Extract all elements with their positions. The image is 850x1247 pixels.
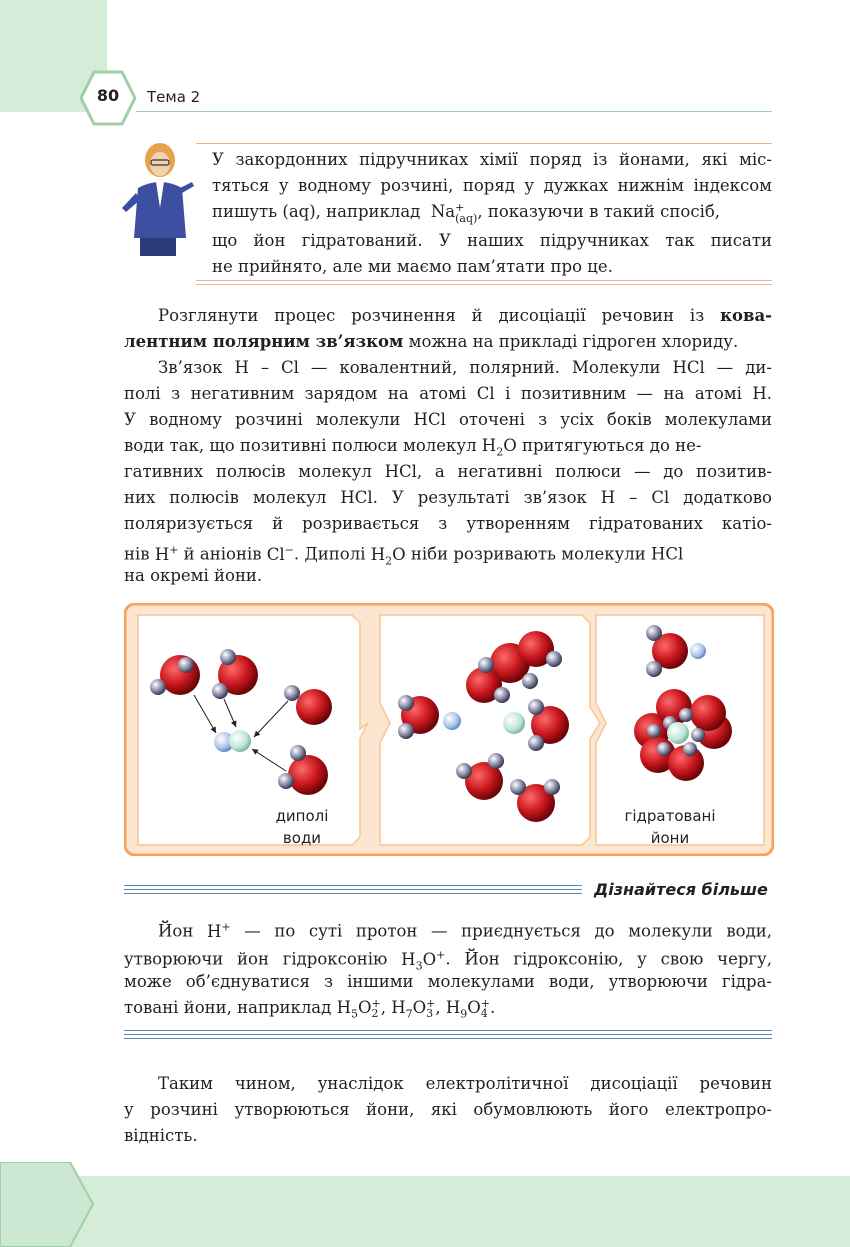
note-line-5: не прийнято, але ми маємо пам’ятати про це. — [212, 257, 613, 276]
paragraph-1-line-1: Розглянути процес розчинення й дисоціації речовин із кова- — [158, 306, 772, 325]
na-aq-formula: Na + (aq) — [430, 200, 478, 225]
note-line-1: У закордонних підручниках хімії поряд із йонами, які міс- — [212, 150, 772, 169]
formula-h7o3-plus: $H_7O$ + 3 — [391, 996, 436, 1021]
formula-cl-minus: Cl− — [266, 543, 294, 564]
paragraph-2-line-3: У водному розчині молекули HCl оточені з усіх боків молекулами — [124, 410, 772, 429]
chloride-ion-panel2 — [503, 712, 525, 734]
hydrogen-ion-panel2 — [443, 712, 461, 730]
learn-more-line-4: товані йони, наприклад $H_5O$ + 2 , $H_7O$ + 3 , $H_9O$ + 4 . — [124, 996, 496, 1021]
formula-h3o-plus: $H_3O^+$ — [401, 948, 446, 972]
teacher-illustration — [120, 138, 194, 258]
formula-h2o: $H_2O$ — [370, 544, 406, 567]
formula-h9o4-plus: $H_9O$ + 4 — [445, 996, 490, 1021]
learn-more-top-rule — [124, 885, 582, 897]
note-bottom-rule — [196, 280, 772, 288]
learn-more-title: Дізнайтеся більше — [594, 880, 768, 899]
topic-label: Тема 2 — [147, 88, 201, 106]
final-line-2: у розчині утворюються йони, які обумовлюють його електропро- — [124, 1100, 772, 1119]
final-line-3: відність. — [124, 1126, 198, 1145]
paragraph-1-line-2: лентним полярним зв’язком можна на прикладі гідроген хлориду. — [124, 332, 739, 351]
paragraph-2-line-5: гативних полюсів молекул HCl, а негативні полюси — до позитив- — [124, 462, 772, 481]
bottom-corner-tab — [0, 1162, 95, 1247]
formula-h-plus: H+ — [154, 543, 179, 564]
paragraph-2-line-6: них полюсів молекул HCl. У результаті зв’язок H – Cl додатково — [124, 488, 772, 507]
paragraph-2-line-9: на окремі йони. — [124, 566, 263, 585]
page-number: 80 — [96, 86, 120, 105]
formula-h5o2-plus: $H_5O$ + 2 — [336, 996, 381, 1021]
paragraph-2-line-2: полі з негативним зарядом на атомі Cl і позитивним — на атомі H. — [124, 384, 772, 403]
learn-more-line-3: може об’єднуватися з іншими молекулами води, утворюючи гідра- — [124, 972, 772, 991]
final-line-1: Таким чином, унаслідок електролітичної дисоціації речовин — [158, 1074, 772, 1093]
formula-h2o: $H_2O$ — [481, 436, 517, 459]
learn-more-bottom-rule — [124, 1030, 772, 1042]
bottom-band — [0, 1176, 850, 1247]
note-line-3: пишуть (aq), наприклад Na + (aq) , показуючи в такий спосіб, — [212, 200, 721, 225]
note-top-rule — [196, 143, 772, 144]
hcl-molecule — [214, 730, 251, 752]
paragraph-2-line-1: Зв’язок H – Cl — ковалентний, полярний. Молекули HCl — ди- — [158, 358, 772, 377]
note-line-4: що йон гідратований. У наших підручниках так писати — [212, 231, 772, 250]
paragraph-2-line-7: поляризується й розривається з утворенням гідратованих катіо- — [124, 514, 772, 533]
learn-more-line-1: Йон H+ — по суті протон — приєднується до молекули води, — [158, 920, 772, 941]
formula-h-plus: H+ — [206, 920, 231, 941]
header-rule — [136, 111, 772, 112]
paragraph-2-line-4: води так, що позитивні полюси молекул $H_2O$ притягуються до не- — [124, 436, 702, 459]
learn-more-line-2: утворюючи йон гідроксонію $H_3O^+$. Йон гідроксонію, у свою чергу, — [124, 948, 772, 972]
panel1-label: диполі води — [275, 807, 329, 847]
paragraph-2-line-8: нів H+ й аніонів Cl−. Диполі $H_2O$ ніби розривають молекули HCl — [124, 543, 684, 567]
note-line-2: тяться у водному розчині, поряд у дужках нижнім індексом — [212, 176, 772, 195]
panel3-label: гідратовані йони — [624, 807, 716, 847]
